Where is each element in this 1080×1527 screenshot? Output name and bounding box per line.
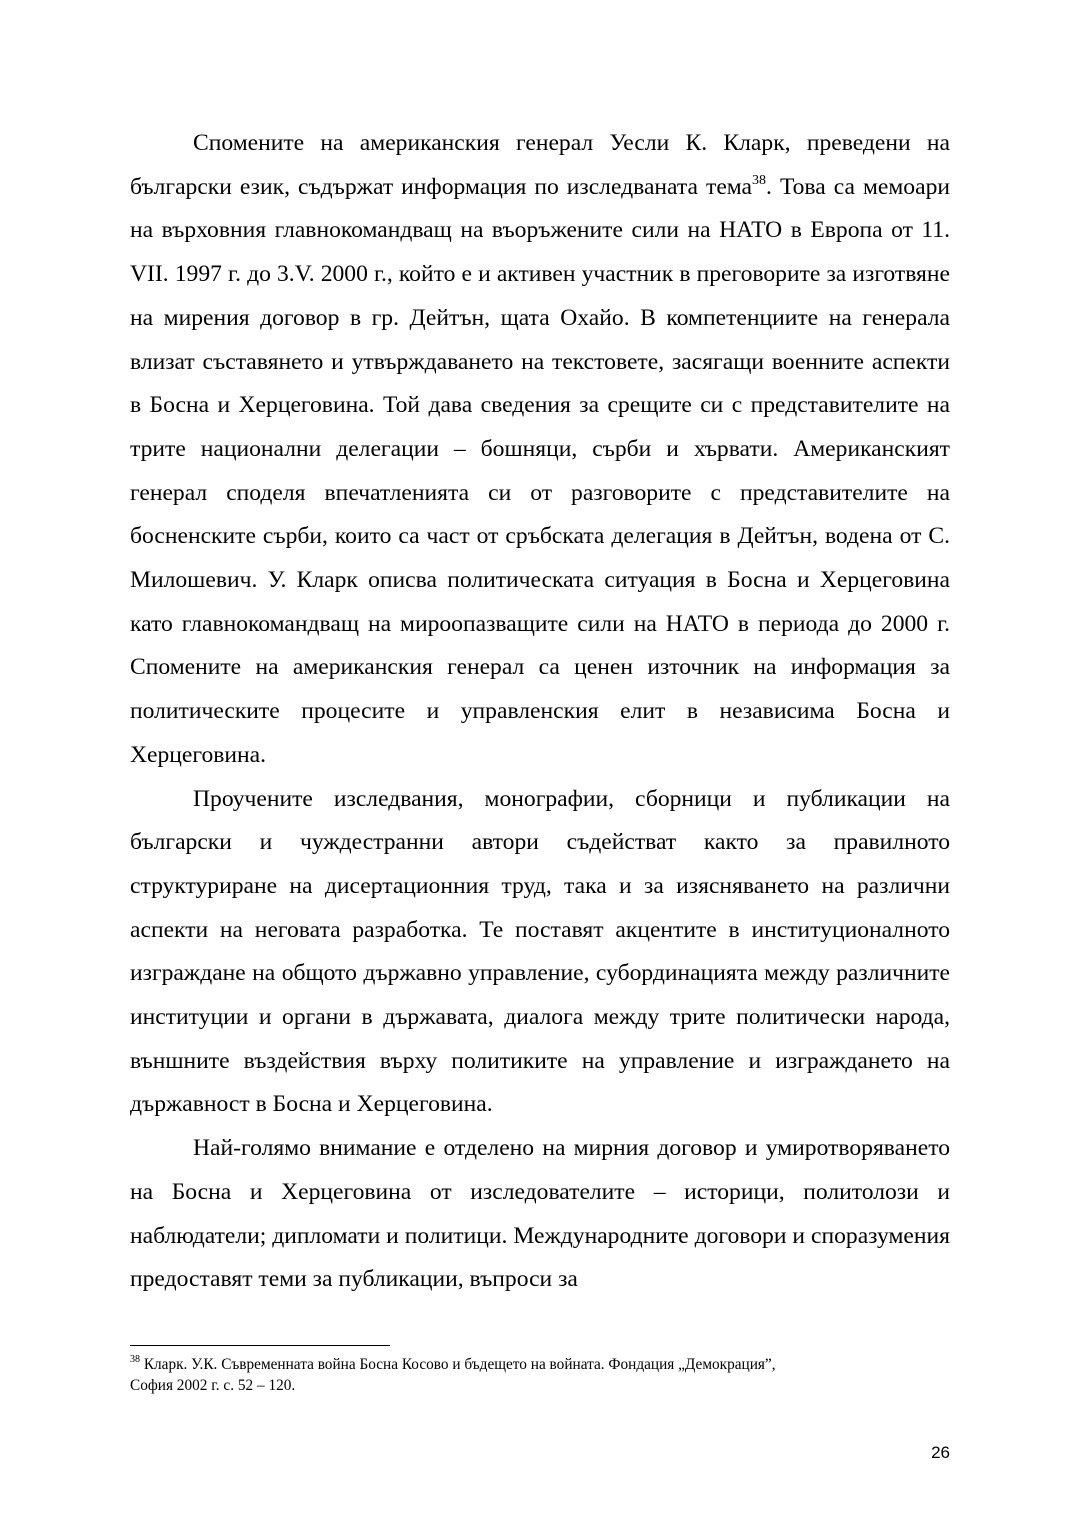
- footnote-line-1: [130, 1354, 950, 1375]
- page-number: 26: [931, 1443, 950, 1462]
- footnote-ref-38[interactable]: 38: [752, 172, 767, 188]
- footnote-text-1: Кларк. У.К. Съвременната война Босна Косово и бъдещето на войната. Фондация „Демокрация”,: [143, 1356, 776, 1373]
- paragraph-3: Най-голямо внимание е отделено на мирния договор и умиротворяването на Босна и Херцеговина от изследователите – историци, политолози и наблюдатели; дипломати и политици. Международните договори и споразумения предоставят теми за публикации, въпроси за: [130, 1135, 950, 1293]
- paragraph-1: [130, 122, 950, 778]
- paragraph-1-text-after-ref: . Това са мемоари на върховния главнокомандващ на въоръжените сили на НАТО в Европа от 11. VII. 1997 г. до 3.V. 2000 г., който е и активен участник в преговорите за изготвяне на мирения договор в гр. Дейтън, щата Охайо. В компетенциите на генерала влизат съставянето и утвърждаването на текстовете, засягащи военните аспекти в Босна и Херцеговина. Той дава сведения за срещите си с представителите на трите национални делегации – бошняци, сърби и хървати. Американският генерал споделя впечатленията си от разговорите с представителите на босненските сърби, които са част от сръбската делегация в Дейтън, водена от С. Милошевич. У. Кларк описва политическата ситуация в Босна и Херцеговина като главнокомандващ на мироопазващите сили на НАТО в периода до 2000 г. Спомените на американския генерал са ценен източник на информация за политическите процесите и управленския елит в независима Босна и Херцеговина.: [130, 173, 950, 768]
- paragraph-2: Проучените изследвания, монографии, сборници и публикации на български и чуждестранни автори съдействат както за правилното структуриране на дисертационния труд, така и за изясняването на различни аспекти на неговата разработка. Те поставят акцентите в институционалното изграждане на общото държавно управление, субординацията между различните институции и органи в държавата, диалога между трите политически народа, външните въздействия върху политиките на управление и изграждането на държавност в Босна и Херцеговина.: [130, 785, 950, 1118]
- footnote-separator: [130, 1345, 390, 1346]
- paragraph-1-text-before-ref: Спомените на американския генерал Уесли К. Кларк, преведени на български език, съдържат информация по изследваната тема: [130, 130, 950, 200]
- main-text: [130, 122, 950, 1302]
- footnote-38: [130, 1354, 950, 1396]
- footnote-number: 38: [130, 1353, 140, 1365]
- footnote-line-2: София 2002 г. с. 52 – 120.: [130, 1377, 296, 1394]
